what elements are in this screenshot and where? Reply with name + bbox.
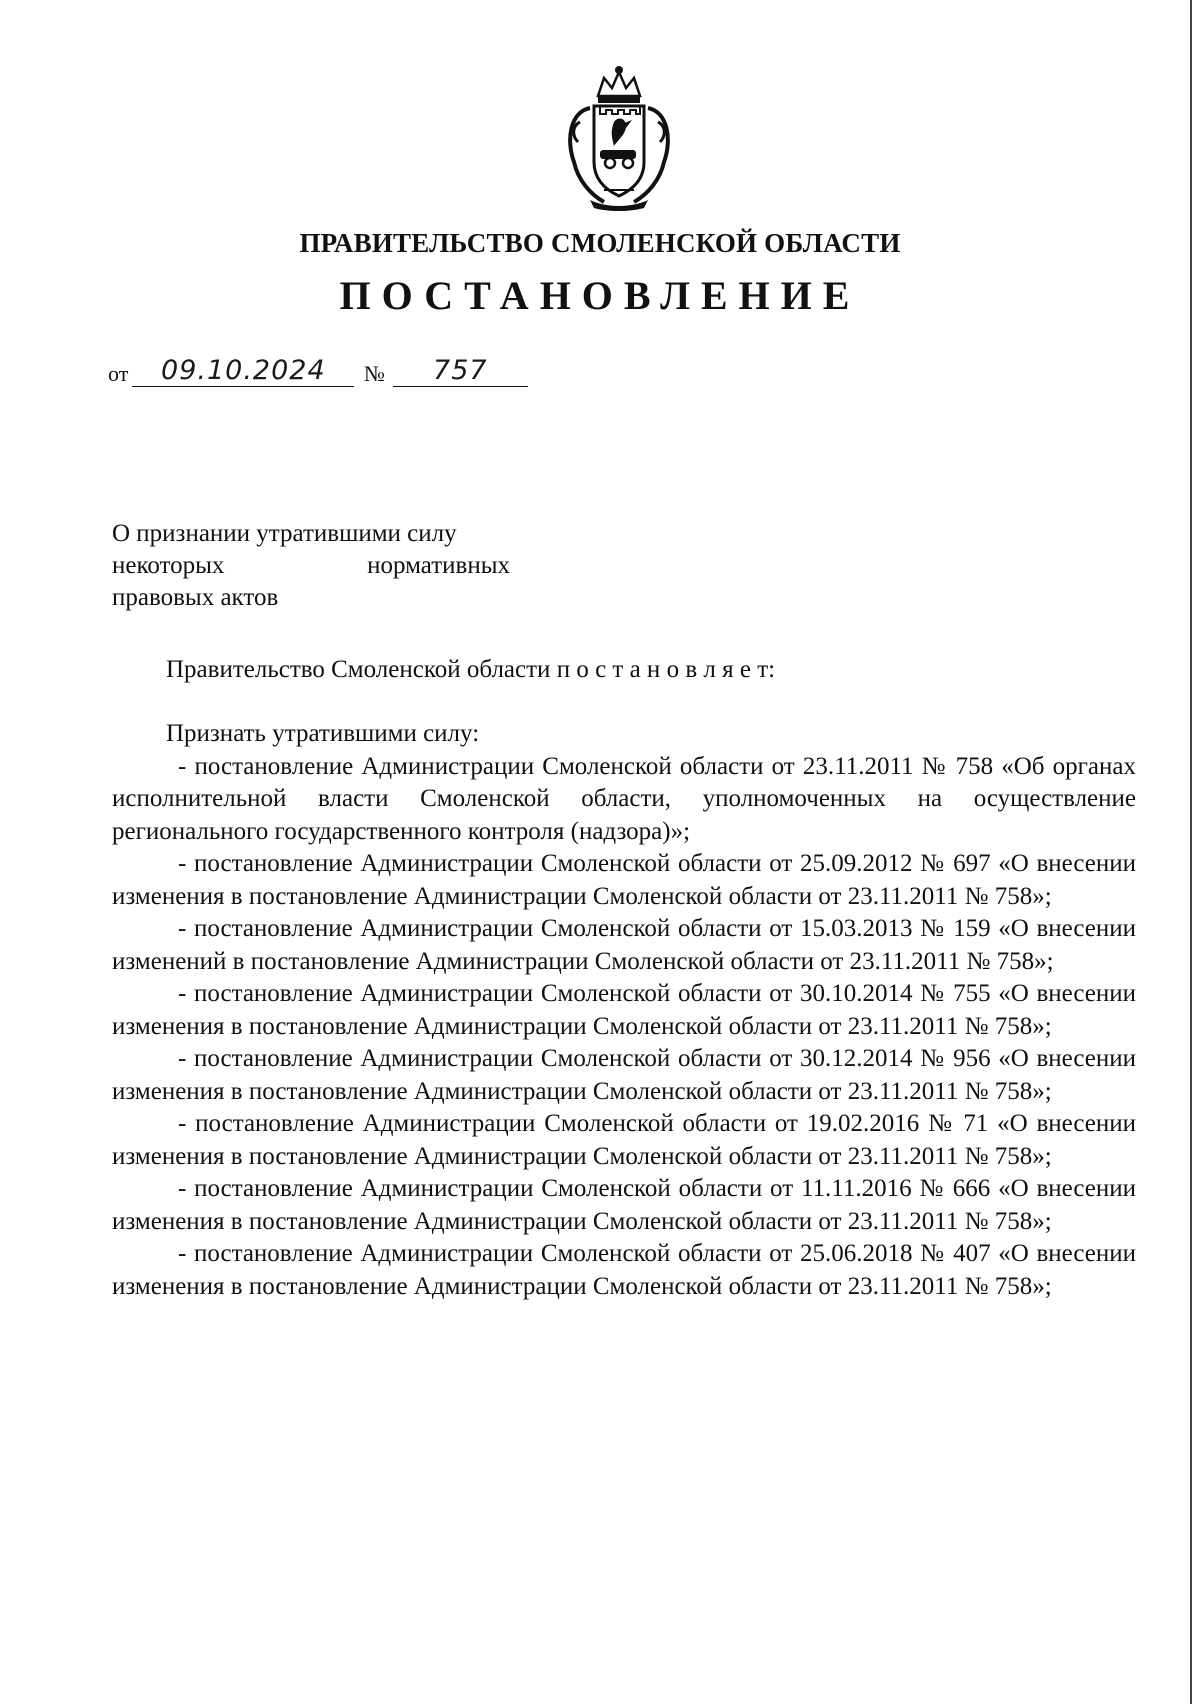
government-title: ПРАВИТЕЛЬСТВО СМОЛЕНСКОЙ ОБЛАСТИ — [299, 228, 901, 258]
list-item: - постановление Администрации Смоленской области от 15.03.2013 № 159 «О внесении изменений в постановление Администрации Смоленской области от 23.11.2011 № 758»; — [112, 915, 1136, 975]
list-item: - постановление Администрации Смоленской области от 11.11.2016 № 666 «О внесении изменения в постановление Администрации Смоленской области от 23.11.2011 № 758»; — [112, 1175, 1136, 1235]
subject-line — [112, 550, 510, 582]
document-type-title: ПОСТАНОВЛЕНИЕ — [339, 273, 861, 318]
subject-word: нормативных — [367, 552, 510, 579]
document-subject — [112, 518, 510, 614]
list-item: - постановление Администрации Смоленской области от 25.09.2012 № 697 «О внесении изменения в постановление Администрации Смоленской области от 23.11.2011 № 758»; — [112, 850, 1136, 910]
handwritten-date: 09.10.2024 — [132, 356, 354, 387]
number-label: № — [363, 361, 385, 386]
list-item: - постановление Администрации Смоленской области от 30.10.2014 № 755 «О внесении изменения в постановление Администрации Смоленской области от 23.11.2011 № 758»; — [112, 980, 1136, 1040]
list-item: - постановление Администрации Смоленской области от 25.06.2018 № 407 «О внесении изменения в постановление Администрации Смоленской области от 23.11.2011 № 758»; — [112, 1240, 1136, 1300]
list-item: - постановление Администрации Смоленской области от 19.02.2016 № 71 «О внесении изменения в постановление Администрации Смоленской области от 23.11.2011 № 758»; — [112, 1110, 1136, 1170]
subject-line: правовых актов — [112, 584, 279, 611]
list-item: - постановление Администрации Смоленской области от 23.11.2011 № 758 «Об органах исполнительной власти Смоленской области, уполномоченных на осуществление регионального государственного контроля (надзора)»; — [112, 752, 1136, 845]
preamble-verb: п о с т а н о в л я е т: — [556, 656, 776, 683]
date-number-line — [108, 356, 528, 387]
list-item: - постановление Администрации Смоленской области от 30.12.2014 № 956 «О внесении изменения в постановление Администрации Смоленской области от 23.11.2011 № 758»; — [112, 1045, 1136, 1105]
preamble — [166, 656, 775, 684]
date-label: от — [108, 361, 129, 386]
preamble-text: Правительство Смоленской области — [166, 656, 551, 683]
body-intro: Признать утратившими силу: — [166, 720, 480, 747]
handwritten-number: 757 — [393, 356, 528, 387]
smolensk-coat-of-arms-icon — [560, 62, 678, 212]
document-body — [112, 718, 1136, 1303]
subject-line: О признании утратившими силу — [112, 520, 457, 547]
subject-word: некоторых — [112, 552, 225, 579]
